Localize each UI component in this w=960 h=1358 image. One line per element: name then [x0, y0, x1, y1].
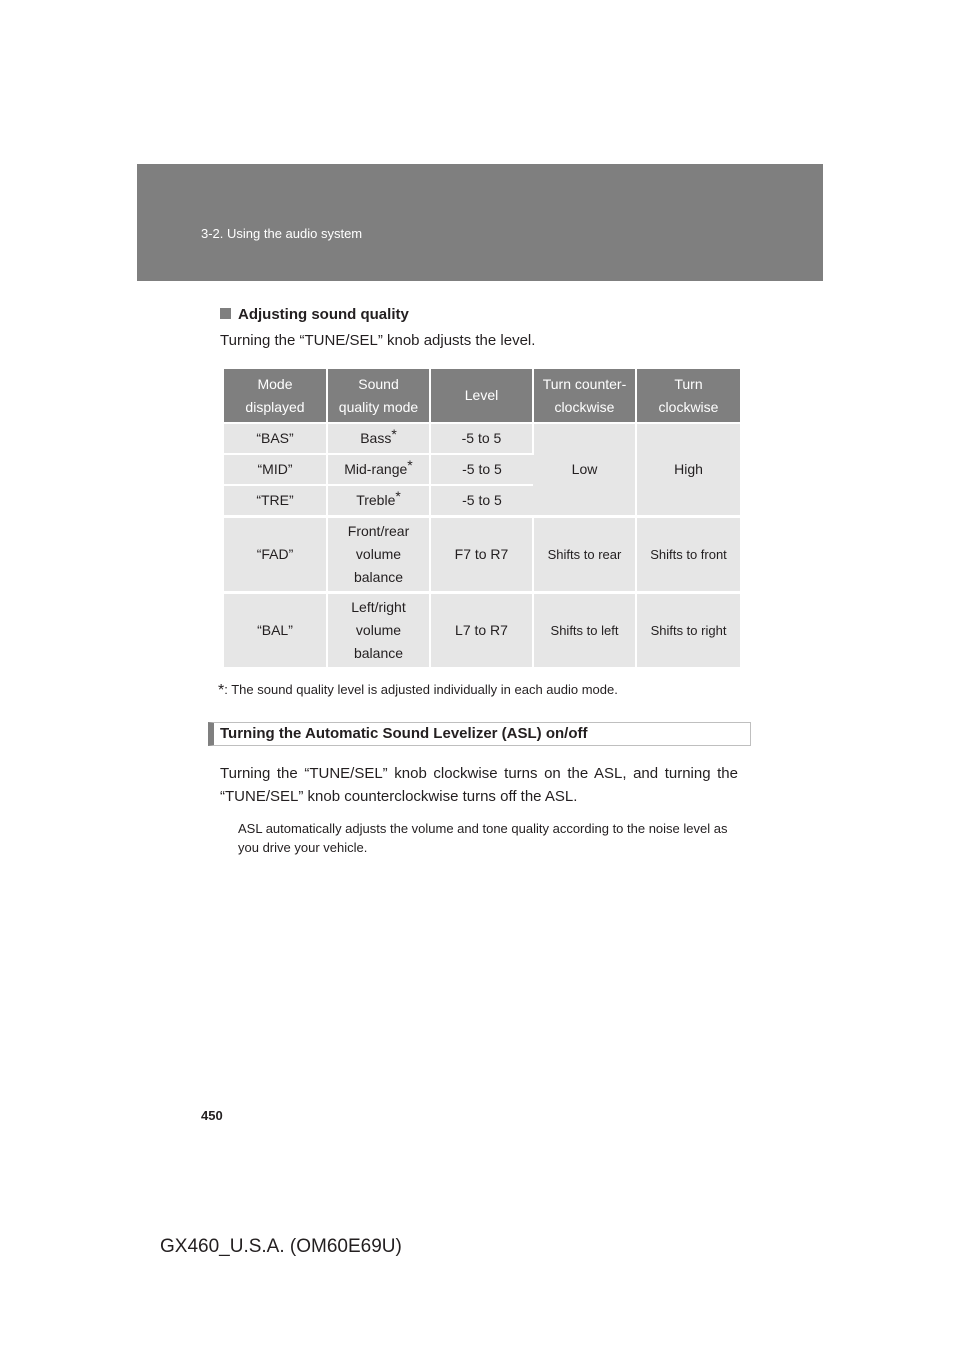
table-row	[224, 423, 740, 454]
header-mode: Mode displayed	[224, 369, 327, 423]
cell-cw: Shifts to right	[636, 593, 740, 668]
header-level: Level	[430, 369, 533, 423]
cell-level: -5 to 5	[430, 454, 533, 485]
cell-ccw: Shifts to left	[533, 593, 636, 668]
asl-note: ASL automatically adjusts the volume and tone quality according to the noise level as you drive your vehicle.	[238, 821, 728, 855]
asterisk-mark: *	[395, 488, 401, 504]
cell-level: -5 to 5	[430, 485, 533, 517]
cell-cw: Shifts to front	[636, 517, 740, 593]
asl-body: Turning the “TUNE/SEL” knob clockwise turns on the ASL, and turning the “TUNE/SEL” knob counterclockwise turns off the ASL.	[220, 765, 738, 805]
footnote-mark: *	[218, 682, 225, 699]
header-turn-clockwise: Turn clockwise	[636, 369, 740, 423]
asl-heading: Turning the Automatic Sound Levelizer (ASL) on/off	[208, 722, 751, 746]
cell-mode: “MID”	[224, 454, 327, 485]
cell-sound: Front/rear volume balance	[327, 517, 430, 593]
cell-sound: Left/right volume balance	[327, 593, 430, 668]
sound-quality-table	[224, 369, 740, 667]
cell-sound: Mid-range*	[327, 454, 430, 485]
table-footnote	[218, 682, 618, 700]
table-row	[224, 517, 740, 593]
cell-level: F7 to R7	[430, 517, 533, 593]
cell-level: L7 to R7	[430, 593, 533, 668]
header-turn-counterclockwise: Turn counter- clockwise	[533, 369, 636, 423]
table-row	[224, 593, 740, 668]
section-label: 3-2. Using the audio system	[201, 226, 363, 241]
sound-quality-heading	[220, 306, 409, 323]
sound-quality-heading-text: Adjusting sound quality	[238, 306, 409, 323]
header-band	[137, 164, 823, 281]
document-code: GX460_U.S.A. (OM60E69U)	[160, 1236, 402, 1257]
asterisk-mark: *	[391, 426, 397, 442]
asterisk-mark: *	[407, 457, 413, 473]
cell-ccw: Shifts to rear	[533, 517, 636, 593]
footnote-text: : The sound quality level is adjusted individually in each audio mode.	[224, 682, 618, 697]
sound-quality-intro: Turning the “TUNE/SEL” knob adjusts the level.	[220, 332, 536, 349]
page-number: 450	[201, 1108, 223, 1123]
cell-mode: “BAL”	[224, 593, 327, 668]
header-sound-quality-mode: Sound quality mode	[327, 369, 430, 423]
cell-sound: Bass*	[327, 423, 430, 454]
square-bullet-icon	[220, 308, 231, 319]
cell-sound: Treble*	[327, 485, 430, 517]
cell-level: -5 to 5	[430, 423, 533, 454]
cell-tone-ccw: Low	[533, 423, 636, 517]
cell-mode: “TRE”	[224, 485, 327, 517]
cell-tone-cw: High	[636, 423, 740, 517]
table-header-row	[224, 369, 740, 423]
cell-mode: “FAD”	[224, 517, 327, 593]
cell-mode: “BAS”	[224, 423, 327, 454]
